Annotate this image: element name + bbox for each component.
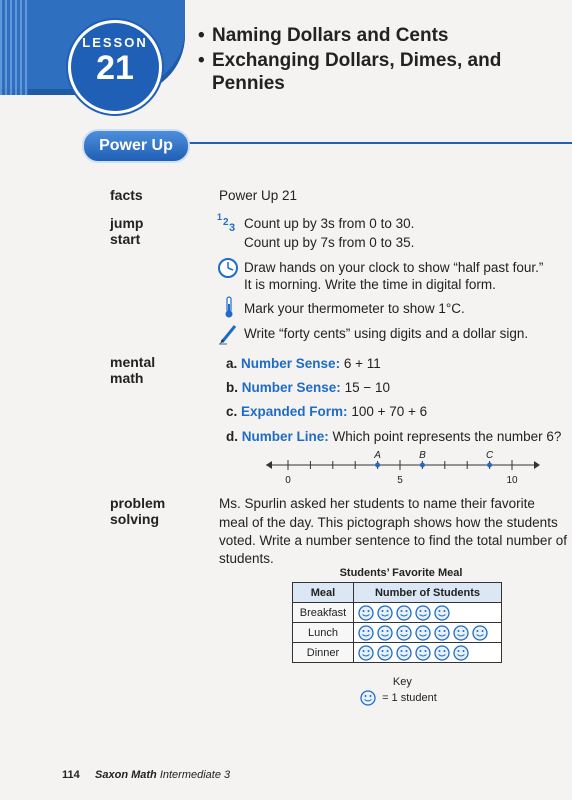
counting-icon	[216, 211, 238, 233]
faces-cell	[354, 623, 502, 643]
item-text: 6 + 11	[343, 356, 381, 371]
mental-math-item-c	[226, 403, 427, 420]
smiley-face-icon	[377, 625, 393, 641]
smiley-face-icon	[360, 692, 379, 704]
smiley-face-icon	[415, 605, 431, 621]
pictograph-title: Students’ Favorite Meal	[339, 567, 463, 579]
mental-math-item-a	[226, 355, 381, 372]
problem-line-3: voted. Write a number sentence to find the total number of	[219, 533, 567, 548]
meal-cell: Dinner	[293, 643, 354, 663]
svg-text:3: 3	[229, 222, 236, 233]
smiley-face-icon	[358, 625, 374, 641]
smiley-face-icon	[434, 645, 450, 661]
key-title: Key	[392, 676, 412, 688]
lesson-title-1: • Naming Dollars and Cents	[198, 24, 568, 47]
page-footer	[62, 769, 230, 781]
smiley-face-icon	[396, 605, 412, 621]
smiley-face-icon	[453, 645, 469, 661]
tick-label: 0	[285, 475, 291, 486]
item-letter: c.	[226, 404, 238, 419]
smiley-face-icon	[358, 605, 374, 621]
table-row	[293, 603, 502, 623]
jump-start-item-1-line-2: Count up by 7s from 0 to 35.	[244, 235, 415, 250]
table-row	[293, 643, 502, 663]
facts-text: Power Up 21	[219, 188, 298, 203]
point-label: B	[419, 450, 426, 461]
mental-math-item-d	[226, 428, 561, 445]
key-row	[360, 690, 437, 706]
book-title: Saxon Math	[95, 769, 157, 781]
smiley-face-icon	[377, 645, 393, 661]
point-label: C	[485, 450, 494, 461]
pencil-icon	[218, 323, 240, 345]
meal-cell: Lunch	[293, 623, 354, 643]
item-topic: Number Sense:	[241, 356, 341, 371]
problem-line-2: meal of the day. This pictograph shows how the students	[219, 515, 558, 530]
jump-start-item-2-line-2: It is morning. Write the time in digital form.	[244, 277, 496, 292]
smiley-face-icon	[434, 625, 450, 641]
number-line	[258, 450, 548, 490]
jump-start-item-1-line-1: Count up by 3s from 0 to 30.	[244, 216, 415, 231]
smiley-face-icon	[358, 645, 374, 661]
pictograph-header-row	[293, 583, 502, 603]
tick-label: 5	[397, 475, 403, 486]
item-topic: Number Line:	[241, 429, 329, 444]
item-topic: Number Sense:	[241, 380, 341, 395]
jump-start-item-4-line-1: Write “forty cents” using digits and a dollar sign.	[244, 326, 529, 341]
table-row	[293, 623, 502, 643]
smiley-face-icon	[396, 625, 412, 641]
tick-label: 10	[506, 475, 518, 486]
smiley-face-icon	[453, 625, 469, 641]
smiley-face-icon	[415, 645, 431, 661]
smiley-face-icon	[415, 625, 431, 641]
book-edition: Intermediate 3	[159, 769, 231, 781]
point-marker	[487, 463, 492, 468]
svg-text:2: 2	[223, 217, 229, 228]
svg-text:1: 1	[217, 212, 223, 222]
lesson-titles	[198, 24, 568, 97]
point-marker	[420, 463, 425, 468]
item-text: 100 + 70 + 6	[351, 404, 428, 419]
faces-cell	[354, 603, 502, 623]
key-text: = 1 student	[382, 691, 437, 704]
left-arrow-icon	[266, 461, 272, 469]
problem-line-4: students.	[219, 551, 274, 566]
lesson-number: 21	[96, 49, 134, 87]
clock-icon	[217, 257, 239, 279]
header-stripes	[0, 0, 28, 95]
count-header: Number of Students	[354, 583, 502, 603]
smiley-face-icon	[472, 625, 488, 641]
lesson-badge	[68, 20, 162, 114]
item-letter: b.	[226, 380, 238, 395]
right-arrow-icon	[534, 461, 540, 469]
item-letter: a.	[226, 356, 238, 371]
smiley-face-icon	[396, 645, 412, 661]
problem-line-1: Ms. Spurlin asked her students to name their favorite	[219, 496, 535, 511]
lesson-title-2: • Exchanging Dollars, Dimes, and Pennies	[198, 49, 568, 95]
meal-header: Meal	[293, 583, 354, 603]
power-up-badge: Power Up	[82, 129, 190, 163]
faces-cell	[354, 643, 502, 663]
pictograph-table	[292, 582, 502, 663]
meal-cell: Breakfast	[293, 603, 354, 623]
lesson-word: LESSON	[82, 35, 148, 50]
page-number: 114	[62, 769, 80, 781]
point-label: A	[374, 450, 381, 461]
smiley-face-icon	[434, 605, 450, 621]
jump-start-item-3-line-1: Mark your thermometer to show 1°C.	[244, 301, 465, 316]
jump-start-label: jump start	[110, 215, 144, 247]
smiley-face-icon	[377, 605, 393, 621]
mental-math-item-b	[226, 379, 390, 396]
thermometer-icon	[218, 296, 240, 318]
item-text: Which point represents the number 6?	[332, 429, 562, 444]
point-marker	[375, 463, 380, 468]
item-topic: Expanded Form:	[241, 404, 348, 419]
problem-solving-label: problem solving	[110, 495, 166, 527]
smiley-face-icon	[360, 690, 376, 706]
pictograph-key	[360, 676, 437, 706]
mental-math-label: mental math	[110, 354, 156, 386]
item-text: 15 − 10	[344, 380, 390, 395]
facts-label: facts	[110, 187, 143, 203]
item-letter: d.	[226, 429, 238, 444]
power-up-rule	[175, 142, 572, 144]
jump-start-item-2-line-1: Draw hands on your clock to show “half past four.”	[244, 260, 544, 275]
